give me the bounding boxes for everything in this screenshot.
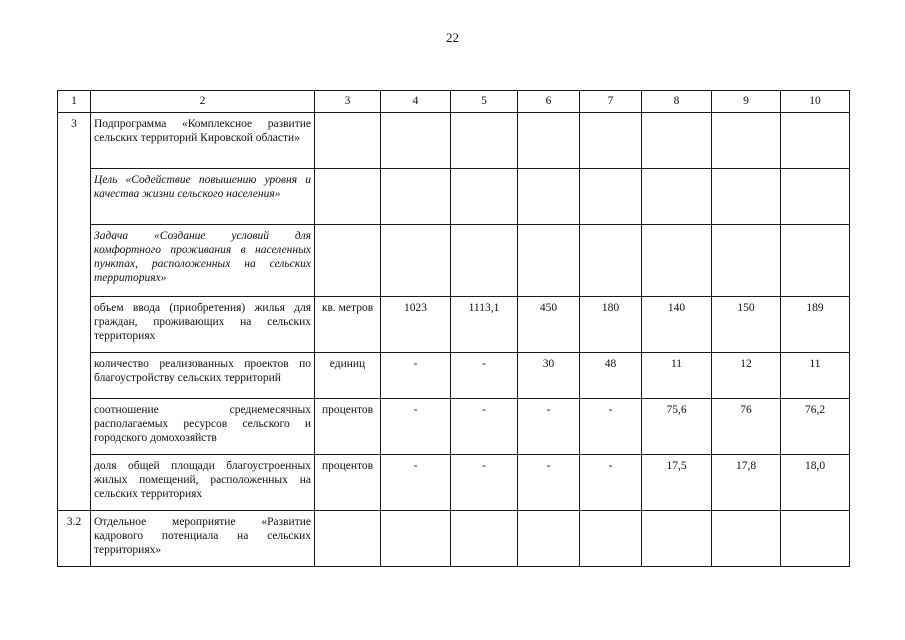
header-cell-9: 9	[712, 91, 781, 113]
header-cell-10: 10	[781, 91, 850, 113]
table-row	[58, 297, 850, 353]
subprogram-row	[58, 113, 850, 169]
section-number: 3	[58, 113, 91, 169]
table-row	[58, 399, 850, 455]
task-row	[58, 225, 850, 297]
indicator-unit: процентов	[315, 455, 381, 511]
value-col-8: 140	[642, 297, 712, 353]
value-col-5: -	[451, 399, 518, 455]
task-title: Задача «Создание условий для комфортного проживания в населенных пунктах, расположенных на сельских территориях»	[91, 225, 315, 297]
value-col-5: -	[451, 353, 518, 399]
value-col-9: 17,8	[712, 455, 781, 511]
table-row	[58, 353, 850, 399]
value-col-6: -	[518, 455, 580, 511]
subprogram-title: Подпрограмма «Комплексное развитие сельских территорий Кировской области»	[91, 113, 315, 169]
header-cell-5: 5	[451, 91, 518, 113]
value-col-5: 1113,1	[451, 297, 518, 353]
value-col-7: -	[580, 455, 642, 511]
indicator-name: соотношение среднемесячных располагаемых ресурсов сельского и городского домохозяйств	[91, 399, 315, 455]
value-col-7: -	[580, 399, 642, 455]
value-col-4: -	[381, 353, 451, 399]
indicator-name: объем ввода (приобретения) жилья для граждан, проживающих на сельских территориях	[91, 297, 315, 353]
goal-title: Цель «Содействие повышению уровня и качества жизни сельского населения»	[91, 169, 315, 225]
indicators-table	[57, 90, 850, 567]
value-col-9: 12	[712, 353, 781, 399]
value-col-5: -	[451, 455, 518, 511]
table-row	[58, 455, 850, 511]
value-col-6: -	[518, 399, 580, 455]
value-col-10: 18,0	[781, 455, 850, 511]
header-cell-8: 8	[642, 91, 712, 113]
header-cell-4: 4	[381, 91, 451, 113]
header-cell-6: 6	[518, 91, 580, 113]
indicator-unit: кв. метров	[315, 297, 381, 353]
header-cell-2: 2	[91, 91, 315, 113]
value-col-8: 11	[642, 353, 712, 399]
goal-row	[58, 169, 850, 225]
indicator-unit: процентов	[315, 399, 381, 455]
value-col-4: -	[381, 455, 451, 511]
value-col-10: 189	[781, 297, 850, 353]
value-col-9: 150	[712, 297, 781, 353]
separate-event-row	[58, 511, 850, 567]
header-row	[58, 91, 850, 113]
header-cell-7: 7	[580, 91, 642, 113]
value-col-7: 180	[580, 297, 642, 353]
indicator-unit: единиц	[315, 353, 381, 399]
value-col-10: 76,2	[781, 399, 850, 455]
value-col-4: -	[381, 399, 451, 455]
value-col-8: 75,6	[642, 399, 712, 455]
value-col-8: 17,5	[642, 455, 712, 511]
header-cell-1: 1	[58, 91, 91, 113]
value-col-7: 48	[580, 353, 642, 399]
value-col-9: 76	[712, 399, 781, 455]
value-col-6: 30	[518, 353, 580, 399]
indicator-name: доля общей площади благоустроенных жилых помещений, расположенных на сельских территориях	[91, 455, 315, 511]
value-col-6: 450	[518, 297, 580, 353]
section-number: 3.2	[58, 511, 91, 567]
indicator-name: количество реализованных проектов по благоустройству сельских территорий	[91, 353, 315, 399]
value-col-4: 1023	[381, 297, 451, 353]
separate-event-title: Отдельное мероприятие «Развитие кадрового потенциала на сельских территориях»	[91, 511, 315, 567]
page-number: 22	[446, 30, 459, 45]
header-cell-3: 3	[315, 91, 381, 113]
value-col-10: 11	[781, 353, 850, 399]
